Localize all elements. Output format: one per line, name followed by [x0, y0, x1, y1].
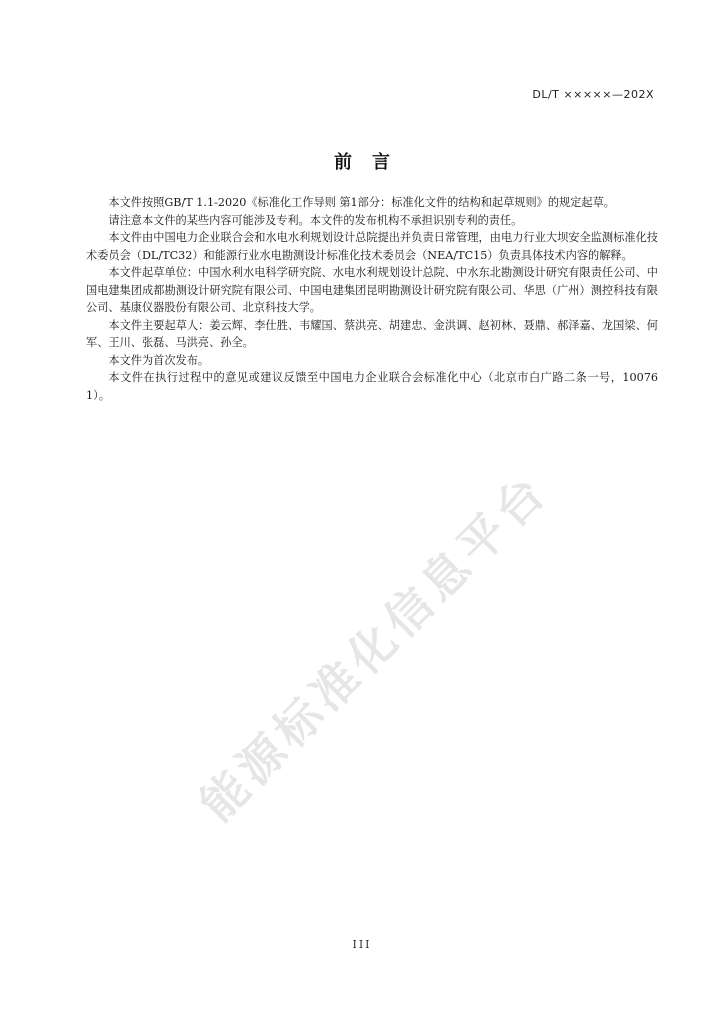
watermark: 能源标准化信息平台	[189, 462, 559, 832]
foreword-body	[86, 194, 658, 404]
paragraph-patent-notice: 请注意本文件的某些内容可能涉及专利。本文件的发布机构不承担识别专利的责任。	[108, 213, 523, 227]
document-code: DL/T ×××××—202X	[532, 88, 654, 101]
paragraph-drafting-units: 本文件起草单位：中国水利水电科学研究院、水电水利规划设计总院、中水东北勘测设计研究有限责任公司、中国电建集团成都勘测设计研究院有限公司、中国电建集团昆明勘测设计研究院有限公司、华思（广州）测控科技有限公司、基康仪器股份有限公司、北京科技大学。	[86, 266, 658, 314]
paragraph-proposer: 本文件由中国电力企业联合会和水电水利规划设计总院提出并负责日常管理，由电力行业大坝安全监测标准化技术委员会（DL/TC32）和能源行业水电勘测设计标准化技术委员会（NEA/TC15）负责具体技术内容的解释。	[86, 231, 658, 262]
paragraph-feedback: 本文件在执行过程中的意见或建议反馈至中国电力企业联合会标准化中心（北京市白广路二条一号，100761）。	[86, 371, 658, 402]
paragraph-first-release: 本文件为首次发布。	[108, 353, 210, 367]
page-number: III	[352, 938, 372, 951]
paragraph-drafters: 本文件主要起草人：姜云辉、李仕胜、韦耀国、蔡洪亮、胡建忠、金洪调、赵初林、聂鼎、郝泽嘉、龙国梁、何军、王川、张磊、马洪亮、孙全。	[86, 318, 658, 349]
paragraph-drafting-rules: 本文件按照GB/T 1.1-2020《标准化工作导则 第1部分：标准化文件的结构和起草规则》的规定起草。	[108, 196, 615, 209]
page-title: 前言	[334, 152, 410, 173]
